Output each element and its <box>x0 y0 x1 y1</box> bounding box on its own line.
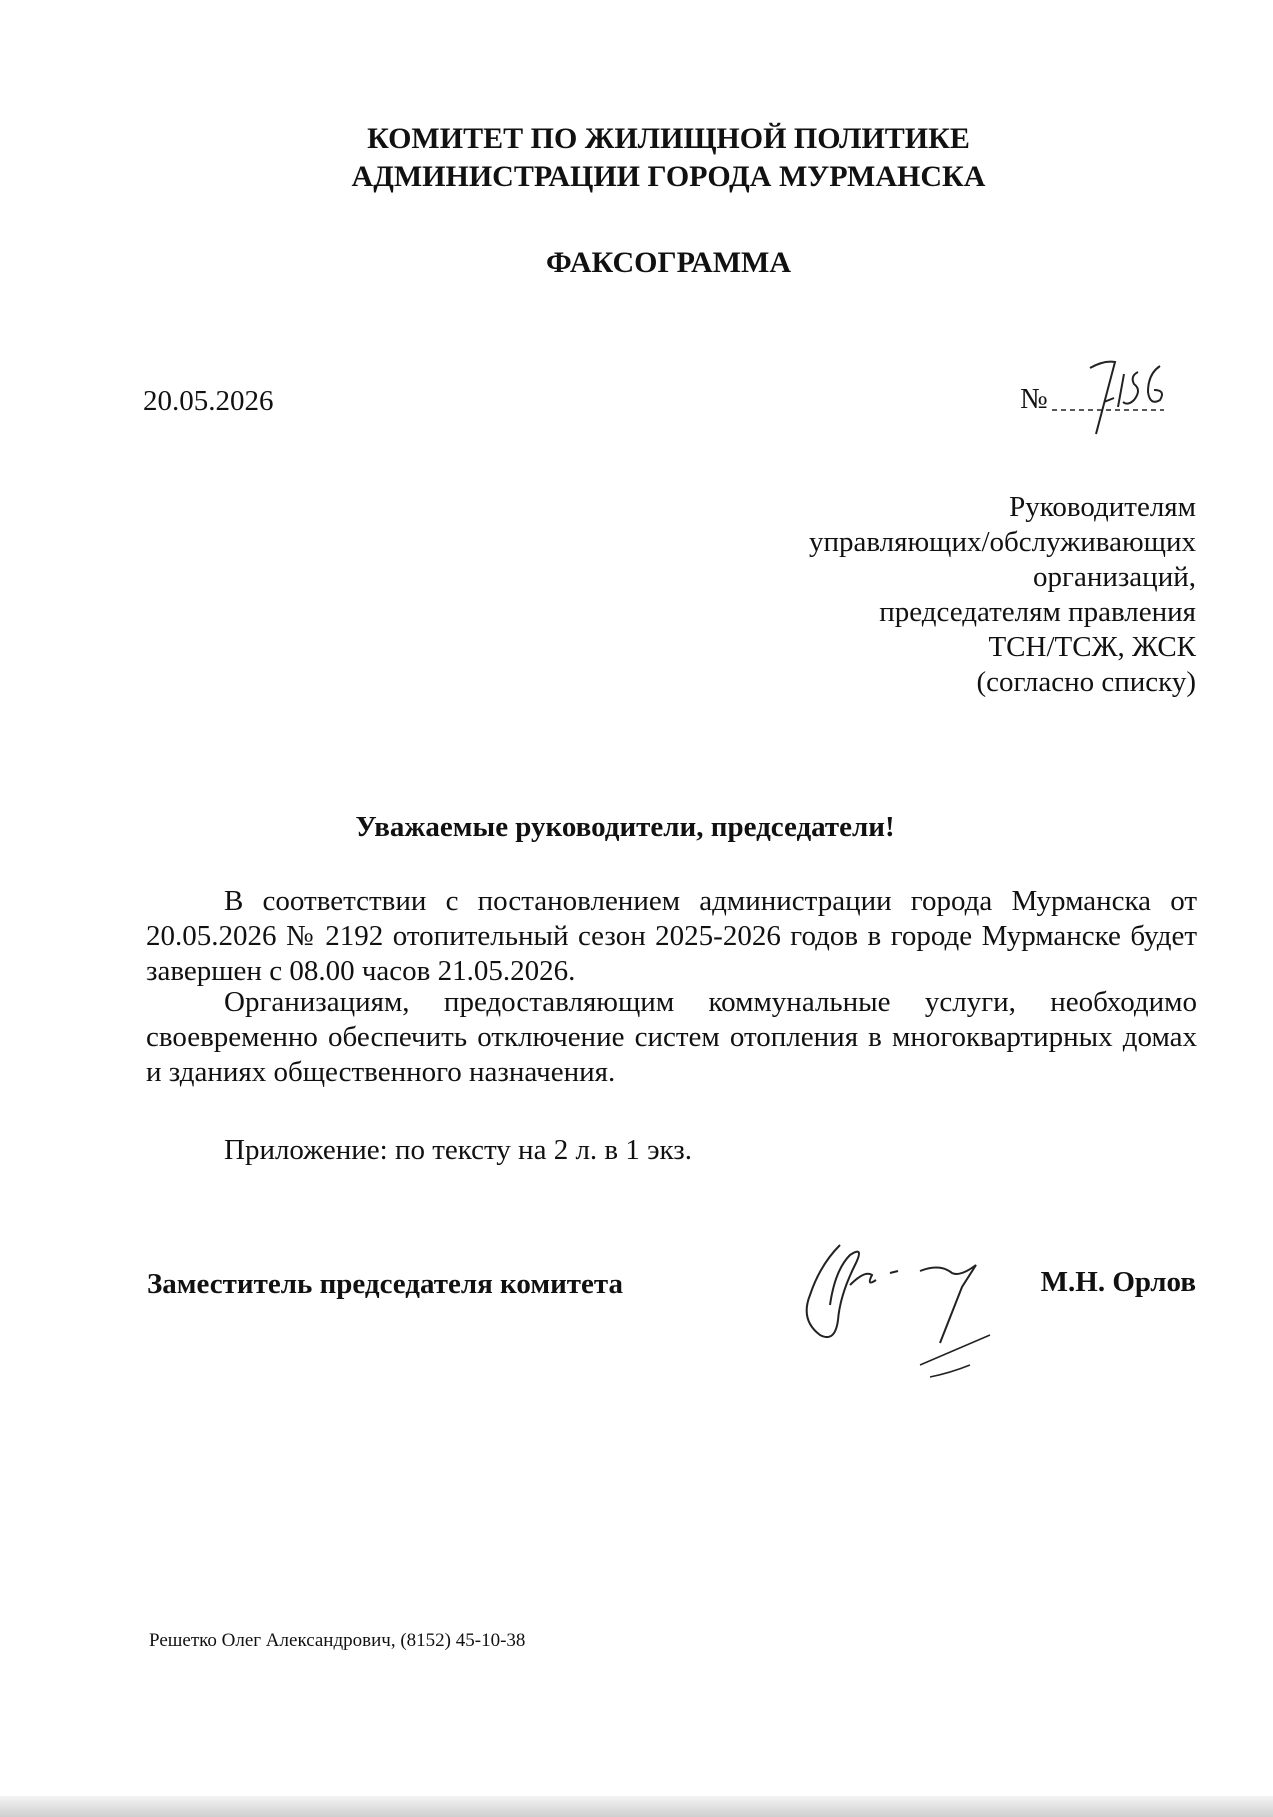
org-name-line2: АДМИНИСТРАЦИИ ГОРОДА МУРМАНСКА <box>351 160 986 193</box>
signer-position: Заместитель председателя комитета <box>147 1268 623 1300</box>
document-type: ФАКСОГРАММА <box>545 246 792 279</box>
addressee-line: организаций, <box>1033 561 1196 593</box>
handwritten-number <box>1052 352 1202 442</box>
addressee-line: (согласно списку) <box>976 666 1196 698</box>
document-date: 20.05.2026 <box>143 385 274 417</box>
handwritten-signature <box>780 1225 1020 1390</box>
addressee-line: председателям правления <box>879 596 1196 628</box>
org-name-line1: КОМИТЕТ ПО ЖИЛИЩНОЙ ПОЛИТИКЕ <box>367 122 970 155</box>
addressee-line: управляющих/обслуживающих <box>808 526 1196 558</box>
scan-edge <box>0 1796 1273 1817</box>
body-paragraph-1: В соответствии с постановлением администрации города Мурманска от 20.05.2026 № 2192 отопительный сезон 2025-2026 годов в городе Мурманске будет завершен с 08.00 часов 21.05.2026. <box>146 885 1197 987</box>
addressee-line: Руководителям <box>1009 491 1196 523</box>
document-number-label: № <box>1020 383 1048 415</box>
body-paragraph-2: Организациям, предоставляющим коммунальные услуги, необходимо своевременно обеспечить отключение систем отопления в многоквартирных домах и зданиях общественного назначения. <box>146 986 1197 1088</box>
attachment-note: Приложение: по тексту на 2 л. в 1 экз. <box>224 1134 692 1166</box>
addressee-line: ТСН/ТСЖ, ЖСК <box>988 631 1196 663</box>
addressee-block <box>809 490 1196 700</box>
salutation: Уважаемые руководители, председатели! <box>355 811 895 843</box>
signer-name: М.Н. Орлов <box>1040 1266 1196 1298</box>
contact-footer: Решетко Олег Александрович, (8152) 45-10-38 <box>149 1630 526 1651</box>
